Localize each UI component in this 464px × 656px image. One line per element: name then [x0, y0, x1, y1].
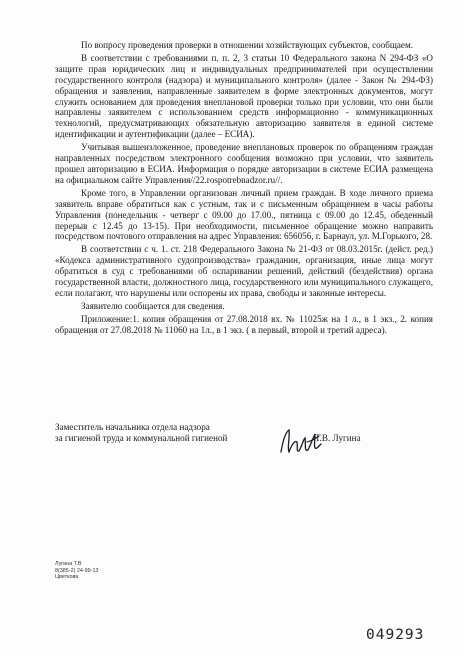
executor-name: Лугина Т.В — [55, 561, 82, 567]
document-number: 049293 — [366, 627, 425, 643]
paragraph-intro: По вопросу проведения проверки в отношении хозяйствующих субъектов, сообщаем. — [81, 40, 413, 50]
executor-info — [55, 561, 98, 581]
signatory-position — [55, 422, 285, 444]
position-line-1: Заместитель начальника отдела надзора — [55, 422, 210, 432]
letter-body — [55, 40, 433, 338]
executor-initials: Цветкова — [55, 574, 79, 580]
paragraph-reception: Кроме того, в Управлении организован личный прием граждан. В ходе личного приема заявитель вправе обратиться как с устным, так и с письменным обращением в часы работы Управления (понедельник - четверг с 09.00 до 17.00., пятница с 09.00 до 12.45, обеденный перерыв с 12.45 до 13-15). При необходимости, письменное обращение можно направить посредством почтового отправления на адрес Управления: 656056, г. Барнаул, ул. М.Горького, 28. — [55, 187, 433, 242]
paragraph-notice: Заявителю сообщается для сведения. — [81, 300, 225, 311]
executor-phone: 8(385-2) 24-99-13 — [55, 567, 99, 574]
paragraph-law-294: В соответствии с требованиями п. п. 2, 3 статьи 10 Федерального закона N 294-ФЗ «О защите прав юридических лиц и индивидуальных предпринимателей при осуществлении государственного контроля (надзора) и муниципального контроля» (далее - Закон № 294-ФЗ) обращения и заявления, направленные заявителем в форме электронных документов, могут служить основанием для проведения внеплановой проверки только при условии, что они были направлены заявителем с использованием средств информационно - коммуникационных технологий, предусматривающих обязательную авторизацию заявителя в единой системе идентификации и аутентификации (далее – ЕСИА). — [55, 52, 433, 140]
signatory-name: Т.В. Лугина — [315, 433, 361, 443]
paragraph-esia: Учитывая вышеизложенное, проведение внеплановых проверок по обращениям граждан направленных посредством электронного сообщения возможно при условии, что заявитель прошел авторизацию в ЕСИА. Информация о порядке авторизации в системе ЕСИА размещена на официальном сайте Управления//22.rospotrebnadzor.ru//. — [55, 142, 433, 185]
paragraph-attachment: Приложение:1. копия обращения от 27.08.2018 вх. № 11025ж на 1 л., в 1 экз., 2. копия обращения от 27.08.2018 № 11060 на 1л., в 1 экз. ( в первый, второй и третий адреса). — [55, 313, 433, 335]
position-line-2: за гигиеной труда и коммунальной гигиеной — [55, 433, 228, 444]
paragraph-court: В соответствии с ч. 1. ст. 218 Федерального Закона № 21-ФЗ от 08.03.2015г. (дейст. ред.) «Кодекса административного судопроизводства» гражданин, организация, иные лица могут обратиться в суд с требованиями об оспаривании решений, действий (бездействия) органа государственной власти, должностного лица, государственного или муниципального служащего, если полагают, что нарушены или оспорены их права, свободы и законные интересы. — [55, 244, 433, 298]
